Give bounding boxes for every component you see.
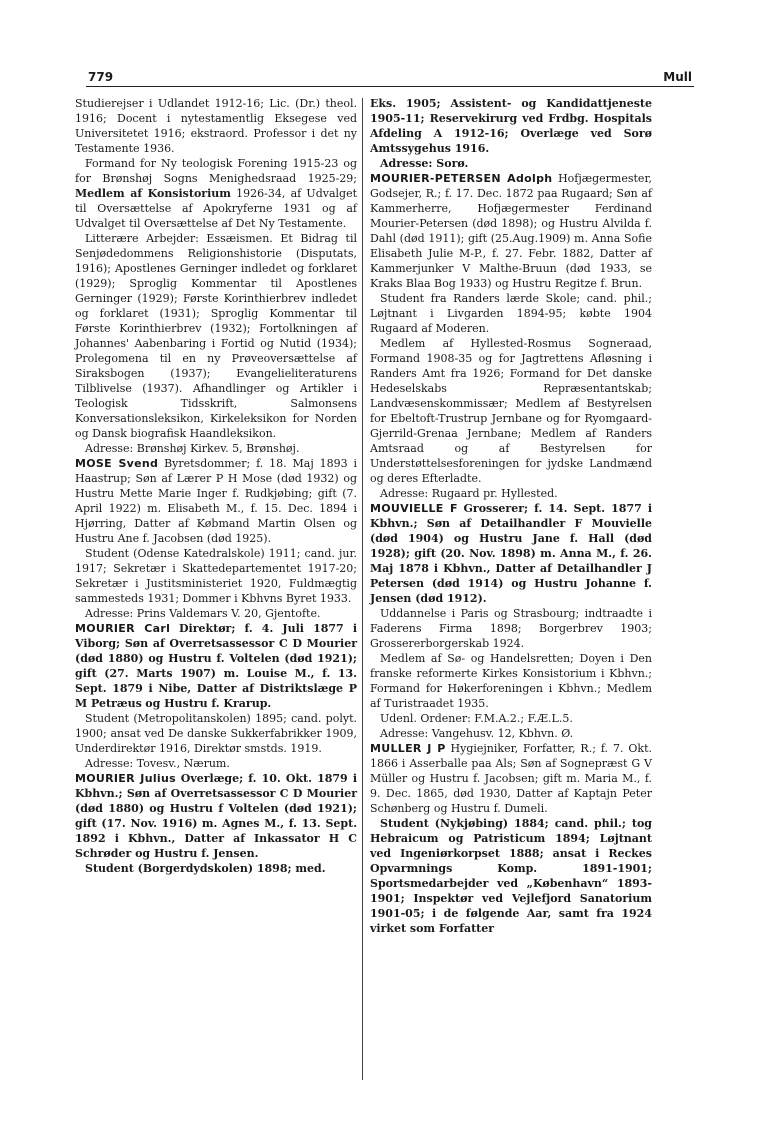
- entry-text: Direktør; f. 4. Juli 1877 i Viborg; Søn af Overretsassessor C D Mourier (død 1880) og Hustru f. Voltelen (død 1921); gift (27. Marts 1907) m. Louise M., f. 13. Sept. 1879 i Nibe, Datter af Distriktslæge P M Petræus: [75, 622, 357, 710]
- entry-mourier-julius: [75, 771, 357, 861]
- entry-text: og Hustru f. Krarup.: [145, 697, 272, 710]
- entry-text: Hofjægermester, Godsejer, R.; f. 17. Dec. 1872 paa Rugaard; Søn af Kammerherre, Hofjægermester Ferdinand Mourier-Petersen (død 1898); og Hustru Alvilda f. Dahl (død 1911); gift (25.Aug.1909) m. Anna Sofie Elisabeth Julie M-P., f. 27. Febr. 1882, Datter af Kammerjunker V Malthe-Bruun (død 1933, se Kraks Blaa Bog 1933) og Hustru Regitze f. Brun.: [370, 172, 652, 290]
- paragraph: Student (Odense Katedralskole) 1911; cand. jur. 1917; Sekretær i Skattedepartementet 1917-20; Sekretær i Justitsministeriet 1920, Fuldmægtig sammesteds 1931; Dommer i Kbhvns Byret 1933.: [75, 547, 357, 605]
- text-run: 1926-34, af Udvalget til Oversættelse af Apokryferne 1931 og af Udvalget til Oversættelse af Det Ny Testamente.: [75, 187, 357, 230]
- address-line: Adresse: Brønshøj Kirkev. 5, Brønshøj.: [85, 442, 300, 455]
- paragraph: Uddannelse i Paris og Strasbourg; indtraadte i Faderens Firma 1898; Borgerbrev 1903; Grossererborgerskab 1924.: [370, 607, 652, 650]
- entry-text: Byretsdommer; f. 18. Maj 1893 i Haastrup; Søn af Lærer P H Mose (død 1932) og Hustru Mette Marie Inger f. Rudkjøbing; gift (7. April 1922) m. Elisabeth M., f. 15. Dec. 1894 i Hjørring, Datter af Købmand Martin Olsen og Hustru Ane f. Jacobsen (død 1925).: [75, 457, 357, 545]
- paragraph: Medlem af Hyllested-Rosmus Sogneraad, Formand 1908-35 og for Jagtrettens Afløsning i Randers Amt fra 1926; Formand for Det danske Hedeselskabs Repræsentantskab; Landvæsenskommissær; Medlem af Bestyrelsen for Ebeltoft-Trustrup Jernbane og for Ryomgaard-Gjerrild-Grenaa Jernbane; Medlem af Randers Amtsraad og af Bestyrelsen for Understøttelsesforeningen for jydske Landmænd og deres Efterladte.: [370, 337, 652, 485]
- text-run: Student (Nykjøbing) 1884; cand. phil.; tog Hebraicum og Patristicum 1894; Løjtnant ved Ingeniørkorpset 1888; ansat i Reckes Opvarmnings Komp. 1891-1901; Sportsmedarbejder ved „København“ 1893-1901; Inspektør ved Vejlefjord Sanatorium 1901-05;: [370, 817, 652, 920]
- text-run: Formand for Ny teologisk Forening 1915-23 og for Brønshøj Sogns Menighedsraad 1925-29;: [75, 157, 357, 185]
- entry-mourier-petersen: [370, 171, 652, 291]
- paragraph: Student fra Randers lærde Skole; cand. phil.; Løjtnant i Livgarden 1894-95; købte 1904 Rugaard af Moderen.: [370, 292, 652, 335]
- entry-muller: [370, 741, 652, 816]
- address-line: Adresse: Vangehusv. 12, Kbhvn. Ø.: [380, 727, 574, 740]
- page-number: 779: [88, 70, 114, 84]
- entry-name: MOUVIELLE F: [370, 502, 458, 515]
- left-column: [75, 96, 357, 876]
- entry-text: m. Agnes M., f. 13. Sept. 1892 i Kbhvn., Datter af Inkassator H C Schrøder og Hustru f. Jensen.: [75, 817, 358, 860]
- address-line: Adresse: Sorø.: [380, 157, 469, 170]
- entry-mouvielle: [370, 501, 652, 606]
- paragraph: Eks. 1905; Assistent- og Kandidattjeneste 1905-11; Reservekirurg ved Frdbg. Hospitals Afdeling A 1912-16; Overlæge ved Sorø Amtssygehus 1916.: [370, 97, 652, 155]
- entry-text: Overlæge; f. 10. Okt. 1879 i Kbhvn.; Søn af Overretsassessor C D Mourier: [75, 772, 357, 800]
- header-rule: [86, 86, 694, 87]
- paragraph: Student (Metropolitanskolen) 1895; cand. polyt. 1900; ansat ved De danske Sukkerfabrikker 1909, Underdirektør 1916, Direktør smstds. 1919.: [75, 712, 357, 755]
- entry-name: MOURIER-PETERSEN Adolph: [370, 172, 553, 185]
- entry-mourier-carl: [75, 621, 357, 711]
- address-line: Adresse: Rugaard pr. Hyllested.: [380, 487, 558, 500]
- running-head: Mull: [663, 70, 692, 84]
- text-run: Medlem af Konsistorium: [75, 187, 231, 200]
- address-line: Adresse: Tovesv., Nærum.: [85, 757, 230, 770]
- paragraph: Medlem af Sø- og Handelsretten; Doyen i Den franske reformerte Kirkes Konsistorium i Kbhvn.; Formand for Høkerforeningen i Kbhvn.; Medlem af Turistraadet 1935.: [370, 652, 652, 710]
- paragraph: [370, 816, 652, 936]
- paragraph: [75, 156, 357, 231]
- text-run: i de følgende Aar, samt fra 1924 virket som Forfatter: [370, 907, 652, 935]
- entry-text: (død 1880) og Hustru f Voltelen (død 1921); gift (17. Nov. 1916): [75, 802, 357, 830]
- entry-name: MOURIER Julius: [75, 772, 176, 785]
- paragraph: Udenl. Ordener: F.M.A.2.; F.Æ.L.5.: [380, 712, 573, 725]
- address-line: Adresse: Prins Valdemars V. 20, Gjentofte.: [85, 607, 321, 620]
- column-divider: [362, 98, 363, 1080]
- entry-name: MULLER J P: [370, 742, 446, 755]
- paragraph: Student (Borgerdydskolen) 1898; med.: [85, 862, 326, 875]
- entry-text: Hygiejniker, Forfatter, R.; f. 7. Okt. 1866 i Asserballe paa Als; Søn af Sognepræst G V Müller og Hustru f. Jacobsen; gift m. Maria M., f. 9. Dec. 1865, død 1930, Datter af Kaptajn Peter Schønberg og Hustru f. Dumeli.: [370, 742, 652, 815]
- entry-name: MOURIER Carl: [75, 622, 171, 635]
- right-column: [370, 96, 652, 936]
- entry-mose-svend: [75, 456, 357, 546]
- paragraph: Studierejser i Udlandet 1912-16; Lic. (Dr.) theol. 1916; Docent i nytestamentlig Eksegese ved Universitetet 1916; ekstraord. Professor i det ny Testamente 1936.: [75, 97, 357, 155]
- entry-text: Grosserer; f. 14. Sept. 1877 i Kbhvn.; Søn af Detailhandler F Mouvielle (død 1904) og Hustru Jane f. Hall (død 1928); gift (20. Nov. 1898) m. Anna M., f. 26. Maj 1878 i Kbhvn., Datter af Detailhandler J Petersen (død 1914) og Hustru Johanne f. Jensen (død 1912).: [370, 502, 653, 605]
- paragraph: Litterære Arbejder: Essæismen. Et Bidrag til Senjødedommens Religionshistorie (Disputats, 1916); Apostlenes Gerninger indledet og forklaret (1929); Sproglig Kommentar til Apostlenes Gerninger (1929); Første Korinthierbrev indledet og forklaret (1931); Sproglig Kommentar til Første Korinthierbrev (1932); Fortolkningen af Johannes' Aabenbaring i Fortid og Nutid (1934); Prolegomena til en ny Prøveoversættelse af Siraksbogen (1937); Evangelieliteraturens Tilblivelse (1937). Afhandlinger og Artikler i Teologisk Tidsskrift, Salmonsens Konversationsleksikon, Kirkeleksikon for Norden og Dansk biografisk Haandleksikon.: [75, 232, 357, 440]
- entry-name: MOSE Svend: [75, 457, 159, 470]
